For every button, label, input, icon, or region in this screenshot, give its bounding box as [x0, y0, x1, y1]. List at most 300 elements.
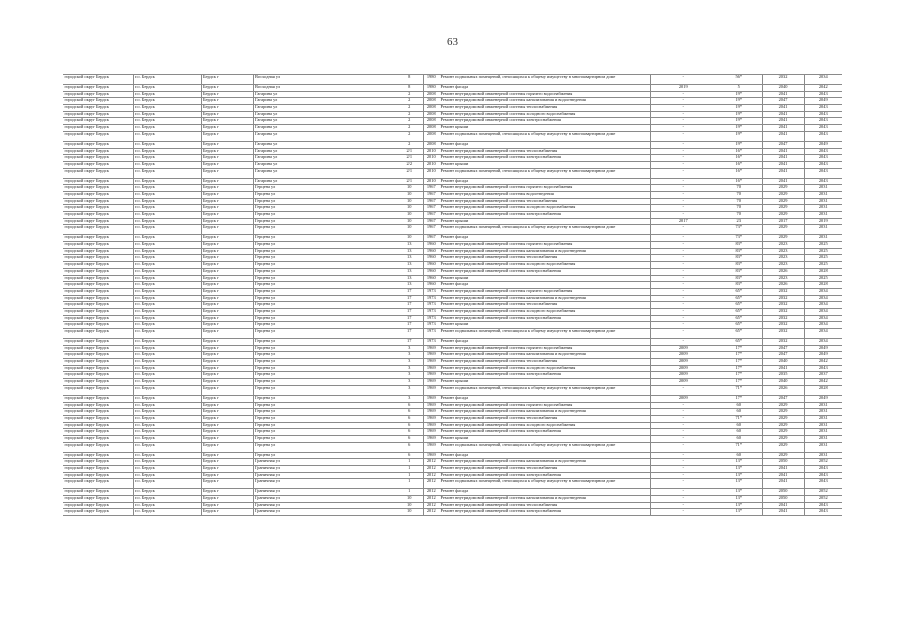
cell-last-repair: 2009: [650, 372, 716, 379]
cell-year: 1973: [423, 295, 439, 302]
cell-start: 2029: [762, 442, 804, 452]
cell-start: 2029: [762, 435, 804, 442]
table-row: [63, 322, 842, 329]
table-row: [63, 125, 842, 132]
table-row: [63, 395, 842, 402]
cell-district: городской округ Бердск: [63, 359, 133, 366]
cell-year: 2008: [423, 141, 439, 148]
cell-wear: 65*: [716, 322, 762, 329]
cell-district: городской округ Бердск: [63, 161, 133, 168]
cell-house: 10: [396, 235, 423, 242]
table-row: [63, 275, 842, 282]
cell-settlement: г.о. Бердск: [133, 98, 201, 105]
cell-district: городской округ Бердск: [63, 262, 133, 269]
cell-house: 6: [396, 415, 423, 422]
cell-last-repair: -: [650, 422, 716, 429]
cell-district: городской округ Бердск: [63, 198, 133, 205]
cell-street: Гагарина ул: [253, 148, 396, 155]
cell-end: 2052: [804, 496, 842, 503]
cell-district: городской округ Бердск: [63, 352, 133, 359]
cell-settlement: г.о. Бердск: [133, 479, 201, 489]
cell-last-repair: -: [650, 415, 716, 422]
cell-start: 2041: [762, 472, 804, 479]
cell-start: 2041: [762, 509, 804, 516]
cell-work: Ремонт фасада: [439, 489, 650, 496]
cell-last-repair: 2009: [650, 395, 716, 402]
cell-work: Ремонт внутридомовой инженерной системы теплоснабжения: [439, 415, 650, 422]
cell-work: Ремонт внутридомовой инженерной системы теплоснабжения: [439, 148, 650, 155]
cell-last-repair: -: [650, 288, 716, 295]
cell-year: 1973: [423, 322, 439, 329]
cell-year: 2012: [423, 472, 439, 479]
cell-work: Ремонт внутридомовой инженерной системы холодного водоснабжения: [439, 262, 650, 269]
cell-city: Бердск г: [201, 308, 253, 315]
cell-year: 1969: [423, 365, 439, 372]
cell-street: Герцена ул: [253, 359, 396, 366]
cell-wear: 23: [716, 218, 762, 225]
cell-house: 10: [396, 212, 423, 219]
cell-work: Ремонт внутридомовой инженерной системы горячего водоснабжения: [439, 288, 650, 295]
cell-street: Гагарина ул: [253, 111, 396, 118]
cell-start: 2041: [762, 161, 804, 168]
table-row: [63, 185, 842, 192]
cell-settlement: г.о. Бердск: [133, 339, 201, 346]
cell-work: Ремонт подвальных помещений, относящихся к общему имуществу в многоквартирном доме: [439, 131, 650, 141]
cell-last-repair: -: [650, 131, 716, 141]
cell-house: 1: [396, 459, 423, 466]
cell-street: Гагарина ул: [253, 141, 396, 148]
cell-year: 2008: [423, 98, 439, 105]
cell-last-repair: -: [650, 409, 716, 416]
cell-last-repair: -: [650, 191, 716, 198]
cell-district: городской округ Бердск: [63, 329, 133, 339]
table-row: [63, 302, 842, 309]
cell-settlement: г.о. Бердск: [133, 489, 201, 496]
cell-start: 2040: [762, 85, 804, 92]
cell-house: 3: [396, 395, 423, 402]
cell-end: 2034: [804, 315, 842, 322]
cell-last-repair: -: [650, 315, 716, 322]
cell-street: Герцена ул: [253, 379, 396, 386]
cell-year: 1967: [423, 205, 439, 212]
cell-year: 1960: [423, 248, 439, 255]
cell-last-repair: -: [650, 242, 716, 249]
cell-end: 2031: [804, 435, 842, 442]
cell-wear: 83*: [716, 275, 762, 282]
cell-settlement: г.о. Бердск: [133, 452, 201, 459]
cell-last-repair: -: [650, 168, 716, 178]
cell-start: 2032: [762, 329, 804, 339]
cell-last-repair: -: [650, 75, 716, 85]
cell-last-repair: -: [650, 111, 716, 118]
cell-start: 2035: [762, 372, 804, 379]
cell-city: Бердск г: [201, 91, 253, 98]
cell-start: 2041: [762, 118, 804, 125]
cell-settlement: г.о. Бердск: [133, 385, 201, 395]
cell-end: 2031: [804, 442, 842, 452]
cell-last-repair: -: [650, 262, 716, 269]
table-row: [63, 198, 842, 205]
cell-settlement: г.о. Бердск: [133, 235, 201, 242]
cell-city: Бердск г: [201, 435, 253, 442]
table-row: [63, 479, 842, 489]
cell-work: Ремонт фасада: [439, 141, 650, 148]
cell-district: городской округ Бердск: [63, 479, 133, 489]
cell-wear: 60: [716, 402, 762, 409]
cell-district: городской округ Бердск: [63, 385, 133, 395]
cell-last-repair: -: [650, 452, 716, 459]
cell-district: городской округ Бердск: [63, 118, 133, 125]
cell-district: городской округ Бердск: [63, 295, 133, 302]
cell-wear: 73*: [716, 225, 762, 235]
table-row: [63, 178, 842, 185]
cell-work: Ремонт внутридомовой инженерной системы канализования и водоотведения: [439, 98, 650, 105]
cell-city: Бердск г: [201, 178, 253, 185]
cell-house: 13: [396, 262, 423, 269]
cell-settlement: г.о. Бердск: [133, 302, 201, 309]
cell-district: городской округ Бердск: [63, 509, 133, 516]
cell-last-repair: -: [650, 295, 716, 302]
cell-district: городской округ Бердск: [63, 415, 133, 422]
cell-house: 1: [396, 472, 423, 479]
cell-work: Ремонт внутридомовой инженерной системы канализования и водоотведения: [439, 459, 650, 466]
cell-settlement: г.о. Бердск: [133, 178, 201, 185]
cell-work: Ремонт внутридомовой инженерной системы горячего водоснабжения: [439, 185, 650, 192]
cell-district: городской округ Бердск: [63, 409, 133, 416]
cell-street: Герцена ул: [253, 212, 396, 219]
cell-settlement: г.о. Бердск: [133, 472, 201, 479]
cell-work: Ремонт внутридомовой инженерной системы теплоснабжения: [439, 105, 650, 112]
cell-district: городской округ Бердск: [63, 235, 133, 242]
cell-house: 3: [396, 359, 423, 366]
table-row: [63, 502, 842, 509]
cell-year: 1969: [423, 429, 439, 436]
cell-start: 2041: [762, 365, 804, 372]
cell-end: 2034: [804, 302, 842, 309]
cell-year: 1969: [423, 409, 439, 416]
cell-city: Бердск г: [201, 282, 253, 289]
cell-start: 2032: [762, 295, 804, 302]
cell-city: Бердск г: [201, 218, 253, 225]
cell-last-repair: -: [650, 141, 716, 148]
cell-year: 1980: [423, 85, 439, 92]
cell-work: Ремонт внутридомовой инженерной системы холодного водоснабжения: [439, 308, 650, 315]
cell-work: Ремонт фасада: [439, 235, 650, 242]
cell-wear: 17*: [716, 395, 762, 402]
cell-start: 2041: [762, 466, 804, 473]
cell-house: 10: [396, 198, 423, 205]
cell-year: 1980: [423, 75, 439, 85]
cell-start: 2029: [762, 198, 804, 205]
cell-city: Бердск г: [201, 479, 253, 489]
cell-city: Бердск г: [201, 359, 253, 366]
cell-settlement: г.о. Бердск: [133, 141, 201, 148]
table-row: [63, 161, 842, 168]
cell-wear: 71*: [716, 385, 762, 395]
page-number: 63: [447, 36, 458, 48]
cell-house: 1: [396, 479, 423, 489]
table-row: [63, 248, 842, 255]
table-row: [63, 85, 842, 92]
cell-district: городской округ Бердск: [63, 98, 133, 105]
cell-last-repair: -: [650, 402, 716, 409]
cell-street: Герцена ул: [253, 385, 396, 395]
cell-start: 2041: [762, 131, 804, 141]
cell-wear: 13*: [716, 489, 762, 496]
cell-work: Ремонт подвальных помещений, относящихся к общему имуществу в многоквартирном доме: [439, 75, 650, 85]
cell-year: 2012: [423, 496, 439, 503]
cell-start: 2050: [762, 496, 804, 503]
cell-year: 1967: [423, 218, 439, 225]
table-row: [63, 409, 842, 416]
cell-street: Герцена ул: [253, 255, 396, 262]
cell-wear: 65*: [716, 295, 762, 302]
table-row: [63, 359, 842, 366]
cell-city: Бердск г: [201, 472, 253, 479]
cell-start: 2029: [762, 212, 804, 219]
cell-year: 2010: [423, 155, 439, 162]
cell-district: городской округ Бердск: [63, 248, 133, 255]
cell-last-repair: -: [650, 442, 716, 452]
cell-year: 1960: [423, 255, 439, 262]
cell-street: Граничная ул: [253, 489, 396, 496]
cell-wear: 13*: [716, 466, 762, 473]
cell-last-repair: 2009: [650, 365, 716, 372]
cell-street: Граничная ул: [253, 509, 396, 516]
cell-wear: 70: [716, 185, 762, 192]
cell-house: 8: [396, 85, 423, 92]
cell-end: 2031: [804, 185, 842, 192]
cell-wear: 65*: [716, 315, 762, 322]
cell-house: 3: [396, 372, 423, 379]
cell-street: Герцена ул: [253, 345, 396, 352]
cell-street: Восходная ул: [253, 85, 396, 92]
cell-district: городской округ Бердск: [63, 75, 133, 85]
cell-end: 2049: [804, 98, 842, 105]
cell-house: 2: [396, 105, 423, 112]
cell-end: 2043: [804, 365, 842, 372]
cell-house: 1: [396, 489, 423, 496]
cell-start: 2026: [762, 282, 804, 289]
cell-wear: 71*: [716, 415, 762, 422]
cell-work: Ремонт внутридомовой инженерной системы электроснабжения: [439, 472, 650, 479]
cell-end: 2034: [804, 329, 842, 339]
cell-house: 13: [396, 282, 423, 289]
cell-start: 2041: [762, 155, 804, 162]
cell-last-repair: -: [650, 212, 716, 219]
cell-year: 2010: [423, 148, 439, 155]
cell-work: Ремонт подвальных помещений, относящихся к общему имуществу в многоквартирном доме: [439, 442, 650, 452]
cell-start: 2041: [762, 148, 804, 155]
cell-house: 2: [396, 91, 423, 98]
cell-house: 2: [396, 125, 423, 132]
cell-wear: 70: [716, 191, 762, 198]
cell-last-repair: -: [650, 435, 716, 442]
cell-district: городской округ Бердск: [63, 345, 133, 352]
cell-last-repair: -: [650, 509, 716, 516]
cell-start: 2050: [762, 489, 804, 496]
cell-district: городской округ Бердск: [63, 496, 133, 503]
cell-work: Ремонт внутридомовой инженерной системы канализования и водоотведения: [439, 248, 650, 255]
cell-house: 2: [396, 141, 423, 148]
table-row: [63, 105, 842, 112]
cell-year: 1960: [423, 268, 439, 275]
cell-start: 2029: [762, 429, 804, 436]
cell-street: Герцена ул: [253, 248, 396, 255]
cell-street: Герцена ул: [253, 339, 396, 346]
cell-work: Ремонт внутридомовой инженерной системы теплоснабжения: [439, 198, 650, 205]
cell-year: 2008: [423, 111, 439, 118]
cell-wear: 56*: [716, 75, 762, 85]
cell-city: Бердск г: [201, 295, 253, 302]
cell-settlement: г.о. Бердск: [133, 322, 201, 329]
cell-district: городской округ Бердск: [63, 275, 133, 282]
cell-work: Ремонт внутридомовой инженерной системы теплоснабжения: [439, 302, 650, 309]
cell-city: Бердск г: [201, 288, 253, 295]
cell-street: Герцена ул: [253, 295, 396, 302]
cell-end: 2043: [804, 148, 842, 155]
cell-settlement: г.о. Бердск: [133, 205, 201, 212]
cell-street: Герцена ул: [253, 435, 396, 442]
cell-settlement: г.о. Бердск: [133, 359, 201, 366]
cell-street: Герцена ул: [253, 288, 396, 295]
cell-wear: 16*: [716, 148, 762, 155]
table-row: [63, 442, 842, 452]
cell-house: 6: [396, 442, 423, 452]
table-row: [63, 415, 842, 422]
cell-start: 2032: [762, 315, 804, 322]
cell-wear: 19*: [716, 125, 762, 132]
cell-work: Ремонт внутридомовой инженерной системы холодного водоснабжения: [439, 205, 650, 212]
cell-settlement: г.о. Бердск: [133, 155, 201, 162]
cell-house: 2/1: [396, 155, 423, 162]
cell-wear: 83*: [716, 262, 762, 269]
cell-settlement: г.о. Бердск: [133, 442, 201, 452]
cell-city: Бердск г: [201, 118, 253, 125]
cell-end: 2042: [804, 85, 842, 92]
cell-year: 1967: [423, 185, 439, 192]
cell-last-repair: -: [650, 275, 716, 282]
cell-house: 17: [396, 322, 423, 329]
cell-settlement: г.о. Бердск: [133, 409, 201, 416]
cell-wear: 17*: [716, 359, 762, 366]
cell-year: 2012: [423, 479, 439, 489]
cell-last-repair: -: [650, 466, 716, 473]
cell-year: 1969: [423, 379, 439, 386]
cell-settlement: г.о. Бердск: [133, 275, 201, 282]
cell-house: 2: [396, 98, 423, 105]
cell-start: 2029: [762, 415, 804, 422]
cell-last-repair: -: [650, 91, 716, 98]
cell-city: Бердск г: [201, 235, 253, 242]
cell-district: городской округ Бердск: [63, 148, 133, 155]
cell-city: Бердск г: [201, 242, 253, 249]
cell-work: Ремонт внутридомовой инженерной системы теплоснабжения: [439, 502, 650, 509]
cell-last-repair: -: [650, 308, 716, 315]
cell-start: 2032: [762, 339, 804, 346]
cell-settlement: г.о. Бердск: [133, 161, 201, 168]
cell-district: городской округ Бердск: [63, 322, 133, 329]
cell-end: 2034: [804, 295, 842, 302]
cell-start: 2041: [762, 91, 804, 98]
cell-year: 1969: [423, 415, 439, 422]
cell-city: Бердск г: [201, 148, 253, 155]
cell-wear: 5: [716, 85, 762, 92]
cell-start: 2047: [762, 345, 804, 352]
cell-wear: 17*: [716, 345, 762, 352]
cell-year: 1967: [423, 235, 439, 242]
cell-settlement: г.о. Бердск: [133, 502, 201, 509]
cell-district: городской округ Бердск: [63, 395, 133, 402]
cell-end: 2028: [804, 385, 842, 395]
cell-start: 2029: [762, 452, 804, 459]
cell-work: Ремонт крыши: [439, 322, 650, 329]
cell-start: 2029: [762, 402, 804, 409]
cell-work: Ремонт внутридомовой инженерной системы электроснабжения: [439, 212, 650, 219]
cell-work: Ремонт внутридомовой инженерной системы холодного водоснабжения: [439, 422, 650, 429]
cell-district: городской округ Бердск: [63, 242, 133, 249]
table-row: [63, 75, 842, 85]
cell-city: Бердск г: [201, 315, 253, 322]
cell-city: Бердск г: [201, 415, 253, 422]
cell-street: Герцена ул: [253, 442, 396, 452]
cell-district: городской округ Бердск: [63, 372, 133, 379]
cell-end: 2043: [804, 125, 842, 132]
cell-city: Бердск г: [201, 385, 253, 395]
cell-wear: 60: [716, 435, 762, 442]
cell-street: Герцена ул: [253, 185, 396, 192]
cell-city: Бердск г: [201, 168, 253, 178]
cell-year: 1969: [423, 372, 439, 379]
cell-last-repair: -: [650, 198, 716, 205]
cell-start: 2041: [762, 105, 804, 112]
cell-house: 17: [396, 302, 423, 309]
cell-start: 2047: [762, 395, 804, 402]
cell-city: Бердск г: [201, 75, 253, 85]
cell-wear: 65*: [716, 308, 762, 315]
cell-wear: 13*: [716, 496, 762, 503]
cell-last-repair: 2019: [650, 85, 716, 92]
cell-last-repair: -: [650, 235, 716, 242]
cell-city: Бердск г: [201, 502, 253, 509]
cell-street: Герцена ул: [253, 218, 396, 225]
cell-settlement: г.о. Бердск: [133, 315, 201, 322]
cell-start: 2032: [762, 302, 804, 309]
cell-year: 1960: [423, 262, 439, 269]
cell-work: Ремонт крыши: [439, 275, 650, 282]
cell-house: 13: [396, 242, 423, 249]
cell-house: 6: [396, 422, 423, 429]
cell-start: 2029: [762, 235, 804, 242]
cell-city: Бердск г: [201, 111, 253, 118]
cell-year: 1969: [423, 452, 439, 459]
cell-district: городской округ Бердск: [63, 379, 133, 386]
cell-end: 2025: [804, 275, 842, 282]
table-row: [63, 429, 842, 436]
cell-end: 2025: [804, 248, 842, 255]
cell-start: 2026: [762, 385, 804, 395]
table-row: [63, 212, 842, 219]
cell-wear: 19*: [716, 105, 762, 112]
table-row: [63, 365, 842, 372]
cell-last-repair: -: [650, 429, 716, 436]
cell-start: 2040: [762, 379, 804, 386]
cell-street: Герцена ул: [253, 302, 396, 309]
cell-district: городской округ Бердск: [63, 315, 133, 322]
cell-street: Гагарина ул: [253, 131, 396, 141]
table-row: [63, 148, 842, 155]
cell-start: 2029: [762, 205, 804, 212]
